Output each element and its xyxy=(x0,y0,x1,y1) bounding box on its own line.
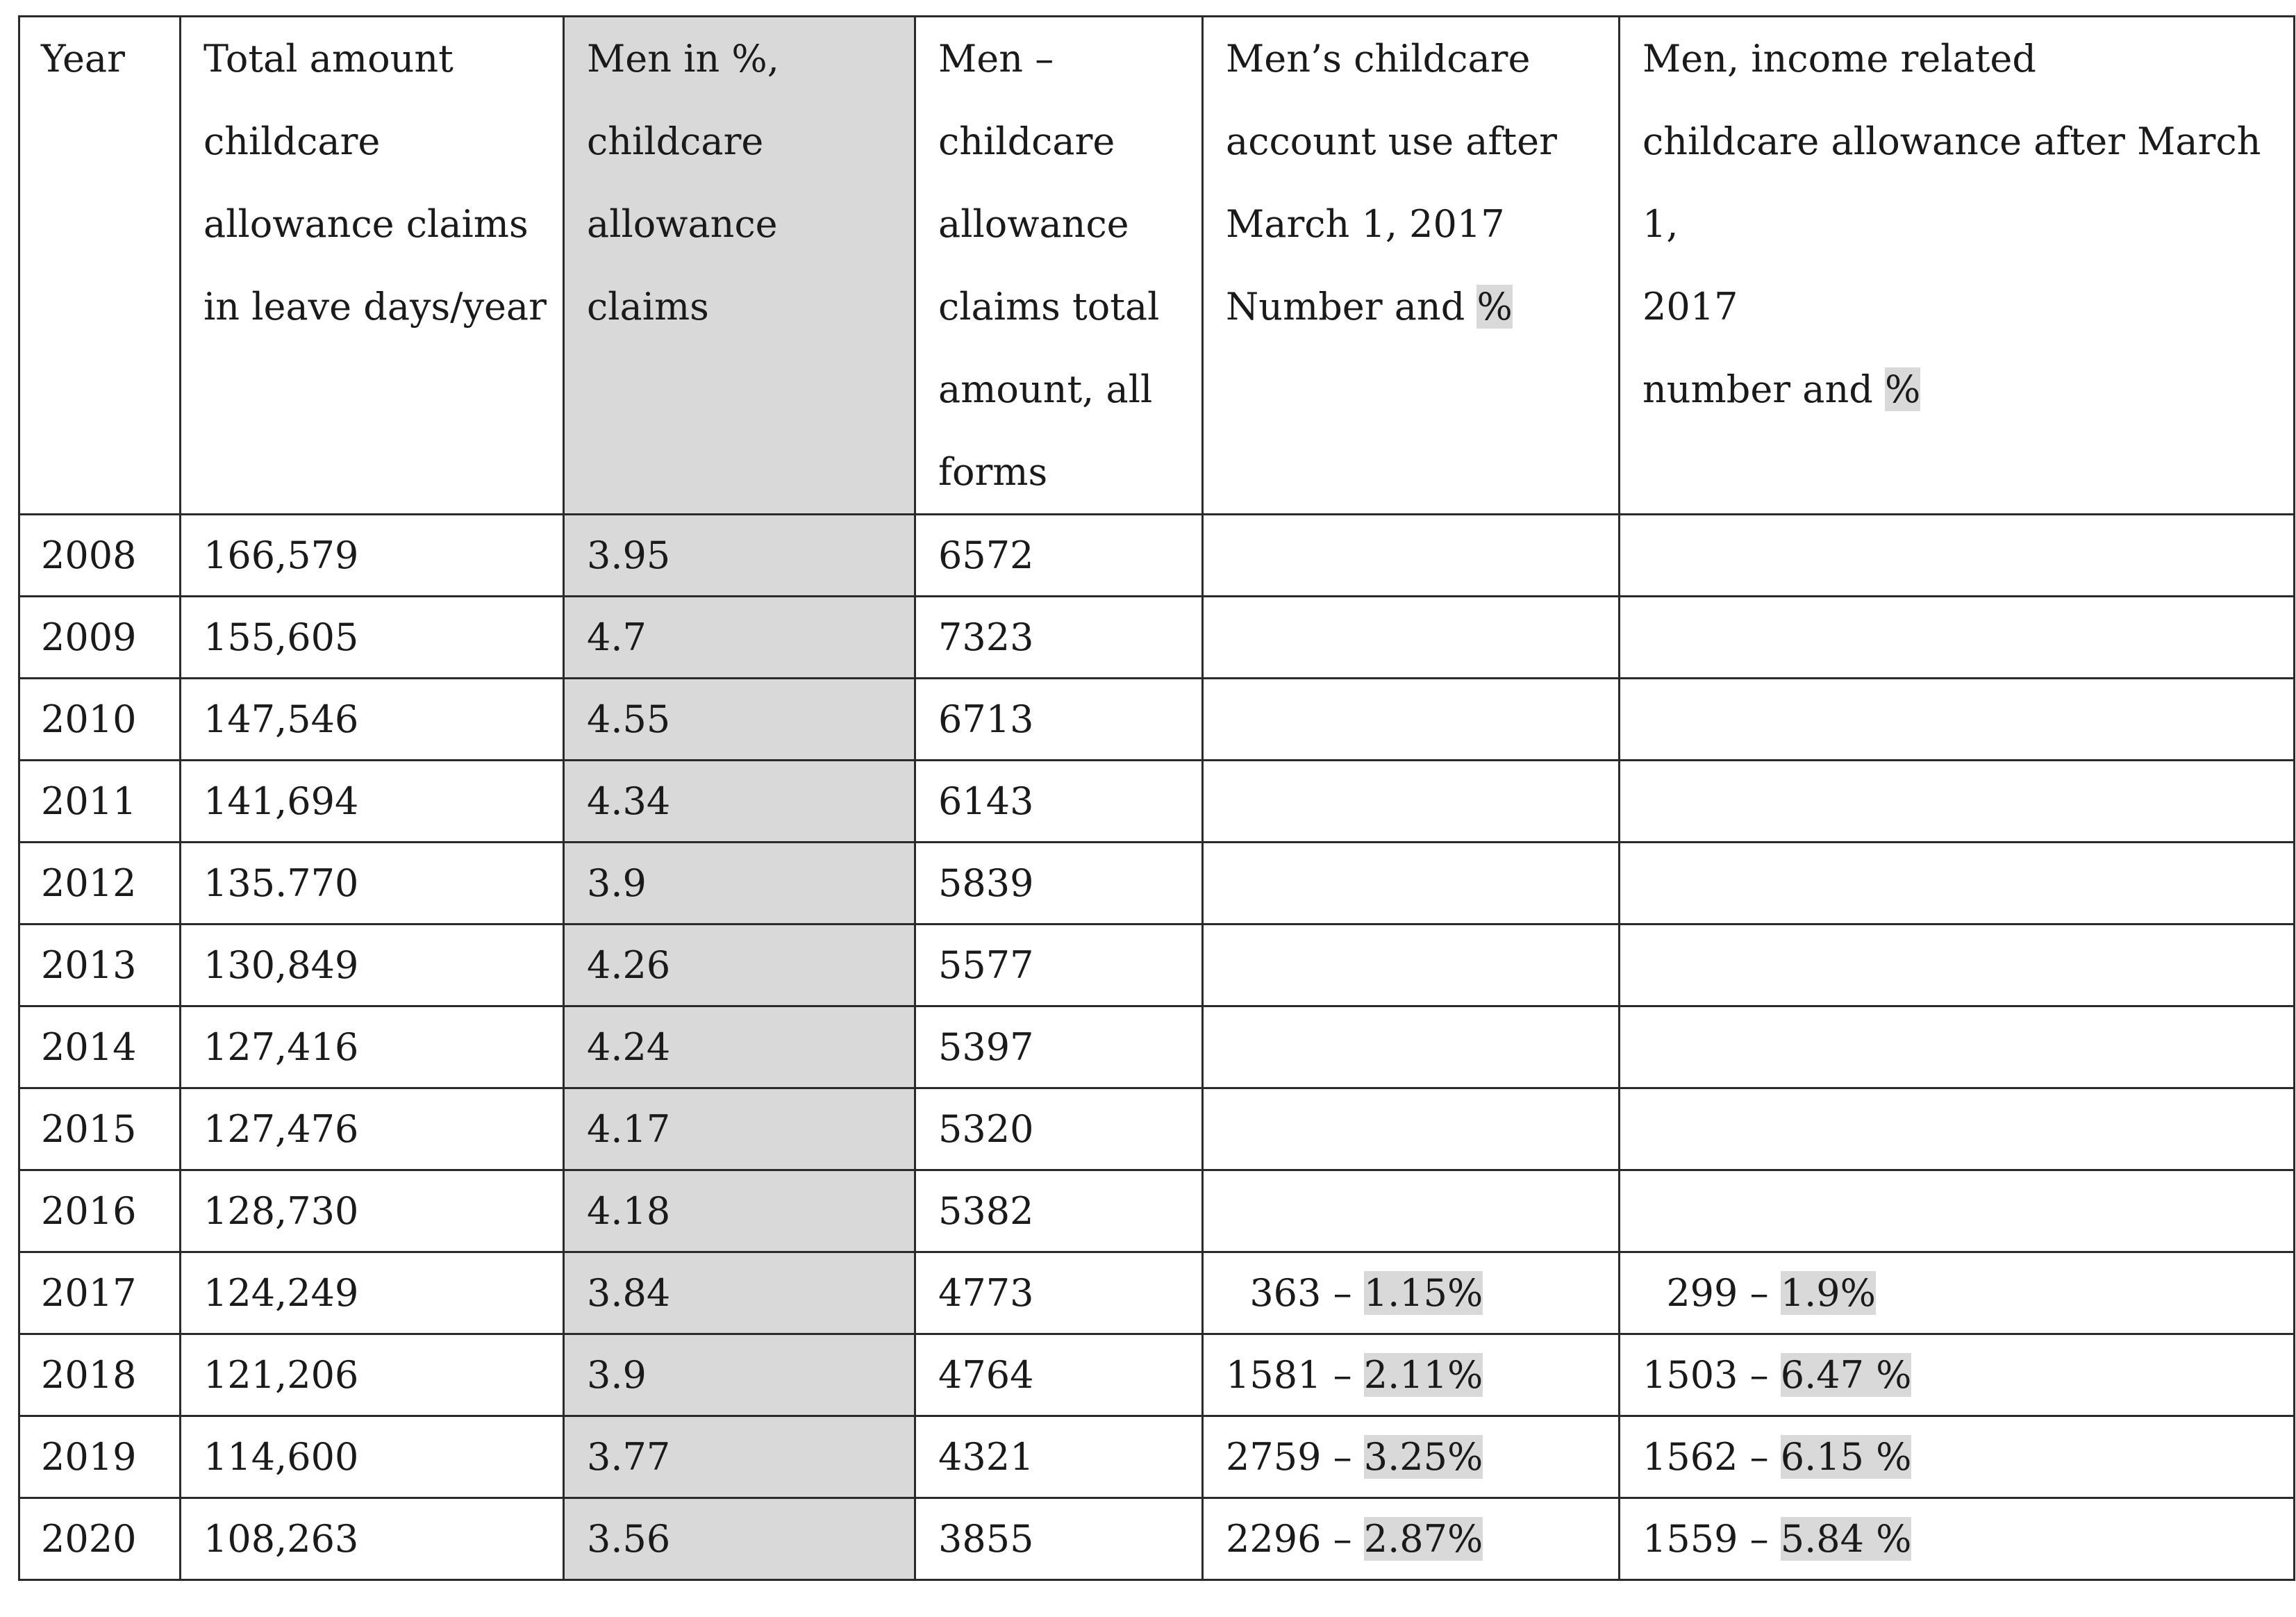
cell-total xyxy=(181,1416,564,1498)
cell-total xyxy=(181,1498,564,1580)
cell-men-total xyxy=(915,597,1203,679)
cell-income xyxy=(1620,515,2295,597)
cell-income xyxy=(1620,1416,2295,1498)
cell-year xyxy=(19,679,181,761)
cell-year xyxy=(19,761,181,843)
cell-men-total xyxy=(915,1006,1203,1088)
cell-year xyxy=(19,1334,181,1416)
cell-income-percent: 5.84 % xyxy=(1780,1517,1912,1561)
cell-men-pct-value: 4.7 xyxy=(587,615,647,659)
header-income-prefix: Men, income related childcare allowance after March 1, 2017 number and xyxy=(1642,37,2261,411)
cell-income xyxy=(1620,1498,2295,1580)
cell-income xyxy=(1620,924,2295,1006)
cell-account xyxy=(1203,761,1620,843)
cell-account xyxy=(1203,1416,1620,1498)
cell-year-value: 2013 xyxy=(41,943,137,987)
table-row xyxy=(19,1170,2295,1252)
cell-total xyxy=(181,1334,564,1416)
cell-income-number: 1503 – xyxy=(1642,1353,1781,1397)
cell-year-value: 2019 xyxy=(41,1435,137,1479)
header-account xyxy=(1203,17,1620,515)
cell-total-value: 135.770 xyxy=(203,861,359,905)
cell-year xyxy=(19,924,181,1006)
cell-men-pct xyxy=(564,597,915,679)
cell-account xyxy=(1203,1006,1620,1088)
cell-account xyxy=(1203,1088,1620,1170)
cell-income xyxy=(1620,1170,2295,1252)
cell-account xyxy=(1203,597,1620,679)
cell-income-percent: 1.9% xyxy=(1780,1271,1876,1315)
cell-total-value: 147,546 xyxy=(203,697,359,741)
table-row xyxy=(19,1252,2295,1334)
cell-account-percent: 2.87% xyxy=(1363,1517,1483,1561)
cell-total-value: 127,416 xyxy=(203,1025,359,1069)
cell-men-pct xyxy=(564,1416,915,1498)
cell-year-value: 2010 xyxy=(41,697,137,741)
cell-year-value: 2009 xyxy=(41,615,137,659)
cell-account-percent: 3.25% xyxy=(1363,1435,1483,1479)
table-row xyxy=(19,761,2295,843)
cell-men-pct-value: 4.18 xyxy=(587,1189,671,1233)
cell-account-percent: 2.11% xyxy=(1363,1353,1483,1397)
cell-total-value: 124,249 xyxy=(203,1271,359,1315)
cell-men-total xyxy=(915,761,1203,843)
cell-men-pct-value: 4.55 xyxy=(587,697,671,741)
table-row xyxy=(19,515,2295,597)
cell-men-pct xyxy=(564,1170,915,1252)
cell-account xyxy=(1203,1498,1620,1580)
header-account-label xyxy=(1226,17,1618,348)
cell-men-total-value: 6143 xyxy=(938,779,1034,823)
cell-total-value: 130,849 xyxy=(203,943,359,987)
cell-income xyxy=(1620,1006,2295,1088)
cell-men-total xyxy=(915,1416,1203,1498)
cell-income xyxy=(1620,843,2295,924)
table-row xyxy=(19,1006,2295,1088)
cell-men-pct xyxy=(564,1088,915,1170)
cell-income-percent: 6.47 % xyxy=(1780,1353,1912,1397)
cell-men-total-value: 6572 xyxy=(938,533,1034,577)
table-row xyxy=(19,597,2295,679)
cell-men-total xyxy=(915,1252,1203,1334)
cell-year-value: 2008 xyxy=(41,533,137,577)
cell-account xyxy=(1203,515,1620,597)
header-account-prefix: Men’s childcare account use after March 1, 2017 Number and xyxy=(1226,37,1557,329)
cell-year xyxy=(19,1170,181,1252)
cell-men-total-value: 5839 xyxy=(938,861,1034,905)
cell-total-value: 166,579 xyxy=(203,533,359,577)
cell-men-pct xyxy=(564,515,915,597)
cell-men-pct-value: 4.26 xyxy=(587,943,671,987)
cell-total-value: 127,476 xyxy=(203,1107,359,1151)
cell-year xyxy=(19,597,181,679)
cell-income xyxy=(1620,1334,2295,1416)
cell-men-pct xyxy=(564,843,915,924)
cell-total xyxy=(181,679,564,761)
table-row xyxy=(19,1334,2295,1416)
header-men-pct xyxy=(564,17,915,515)
cell-year-value: 2016 xyxy=(41,1189,137,1233)
cell-men-total xyxy=(915,1088,1203,1170)
cell-men-total xyxy=(915,924,1203,1006)
table-row xyxy=(19,1498,2295,1580)
cell-income xyxy=(1620,761,2295,843)
cell-account xyxy=(1203,843,1620,924)
cell-men-total xyxy=(915,843,1203,924)
cell-income xyxy=(1620,679,2295,761)
cell-men-total xyxy=(915,1334,1203,1416)
cell-men-pct xyxy=(564,679,915,761)
cell-account xyxy=(1203,679,1620,761)
cell-account xyxy=(1203,1252,1620,1334)
cell-men-pct xyxy=(564,1498,915,1580)
cell-year-value: 2011 xyxy=(41,779,137,823)
table-row xyxy=(19,679,2295,761)
cell-men-pct-value: 3.9 xyxy=(587,1353,647,1397)
cell-men-pct xyxy=(564,924,915,1006)
table-body xyxy=(19,515,2295,1580)
cell-year-value: 2018 xyxy=(41,1353,137,1397)
cell-year xyxy=(19,1252,181,1334)
cell-year xyxy=(19,1416,181,1498)
cell-income-number: 299 – xyxy=(1642,1271,1781,1315)
cell-year-value: 2012 xyxy=(41,861,137,905)
header-row xyxy=(19,17,2295,515)
cell-total-value: 114,600 xyxy=(203,1435,359,1479)
cell-men-pct xyxy=(564,761,915,843)
cell-income-number: 1559 – xyxy=(1642,1517,1781,1561)
header-men-total xyxy=(915,17,1203,515)
cell-men-pct-value: 3.9 xyxy=(587,861,647,905)
header-year-label: Year xyxy=(41,37,125,81)
cell-men-total-value: 5382 xyxy=(938,1189,1034,1233)
header-men-total-label: Men – childcare allowance claims total amount, all forms xyxy=(938,37,1160,494)
cell-men-pct xyxy=(564,1334,915,1416)
table-row xyxy=(19,924,2295,1006)
header-total-label: Total amount childcare allowance claims in leave days/year xyxy=(203,37,547,329)
cell-account xyxy=(1203,1170,1620,1252)
cell-men-total xyxy=(915,515,1203,597)
cell-total-value: 108,263 xyxy=(203,1517,359,1561)
cell-men-total-value: 3855 xyxy=(938,1517,1034,1561)
cell-total-value: 121,206 xyxy=(203,1353,359,1397)
cell-income xyxy=(1620,1252,2295,1334)
cell-men-total xyxy=(915,1170,1203,1252)
cell-men-total-value: 4764 xyxy=(938,1353,1034,1397)
cell-year-value: 2015 xyxy=(41,1107,137,1151)
cell-year xyxy=(19,1006,181,1088)
cell-total xyxy=(181,924,564,1006)
header-total xyxy=(181,17,564,515)
cell-men-total-value: 4773 xyxy=(938,1271,1034,1315)
header-men-pct-label: Men in %, childcare allowance claims xyxy=(587,37,779,329)
cell-income-percent: 6.15 % xyxy=(1780,1435,1912,1479)
cell-year-value: 2020 xyxy=(41,1517,137,1561)
cell-men-total xyxy=(915,1498,1203,1580)
cell-men-total-value: 5577 xyxy=(938,943,1034,987)
cell-men-pct-value: 3.84 xyxy=(587,1271,671,1315)
cell-total xyxy=(181,597,564,679)
cell-total xyxy=(181,1088,564,1170)
cell-men-total xyxy=(915,679,1203,761)
cell-men-pct xyxy=(564,1252,915,1334)
cell-account-number: 2296 – xyxy=(1226,1517,1364,1561)
cell-total-value: 128,730 xyxy=(203,1189,359,1233)
cell-total xyxy=(181,1006,564,1088)
table-row xyxy=(19,843,2295,924)
cell-total xyxy=(181,1252,564,1334)
table-row xyxy=(19,1088,2295,1170)
cell-total xyxy=(181,1170,564,1252)
cell-men-total-value: 5397 xyxy=(938,1025,1034,1069)
cell-account xyxy=(1203,924,1620,1006)
cell-men-pct xyxy=(564,1006,915,1088)
cell-men-pct-value: 4.24 xyxy=(587,1025,671,1069)
cell-year xyxy=(19,1498,181,1580)
cell-total xyxy=(181,761,564,843)
header-year xyxy=(19,17,181,515)
cell-year xyxy=(19,1088,181,1170)
cell-men-total-value: 7323 xyxy=(938,615,1034,659)
cell-account-number: 1581 – xyxy=(1226,1353,1364,1397)
cell-year xyxy=(19,515,181,597)
header-account-pct: % xyxy=(1476,285,1513,329)
childcare-allowance-table xyxy=(18,15,2295,1581)
cell-income xyxy=(1620,597,2295,679)
cell-income-number: 1562 – xyxy=(1642,1435,1781,1479)
cell-account xyxy=(1203,1334,1620,1416)
cell-men-pct-value: 3.95 xyxy=(587,533,671,577)
cell-men-pct-value: 3.77 xyxy=(587,1435,671,1479)
cell-account-percent: 1.15% xyxy=(1363,1271,1483,1315)
table-header xyxy=(19,17,2295,515)
header-income xyxy=(1620,17,2295,515)
cell-account-number: 2759 – xyxy=(1226,1435,1364,1479)
cell-men-pct-value: 4.17 xyxy=(587,1107,671,1151)
cell-year-value: 2017 xyxy=(41,1271,137,1315)
cell-men-total-value: 5320 xyxy=(938,1107,1034,1151)
cell-total xyxy=(181,515,564,597)
cell-men-total-value: 6713 xyxy=(938,697,1034,741)
cell-total xyxy=(181,843,564,924)
cell-total-value: 155,605 xyxy=(203,615,359,659)
header-income-pct: % xyxy=(1884,367,1921,411)
cell-account-number: 363 – xyxy=(1226,1271,1364,1315)
cell-total-value: 141,694 xyxy=(203,779,359,823)
cell-year-value: 2014 xyxy=(41,1025,137,1069)
cell-year xyxy=(19,843,181,924)
cell-men-pct-value: 3.56 xyxy=(587,1517,671,1561)
cell-income xyxy=(1620,1088,2295,1170)
header-income-label xyxy=(1642,17,2293,431)
table-row xyxy=(19,1416,2295,1498)
cell-men-pct-value: 4.34 xyxy=(587,779,671,823)
cell-men-total-value: 4321 xyxy=(938,1435,1034,1479)
